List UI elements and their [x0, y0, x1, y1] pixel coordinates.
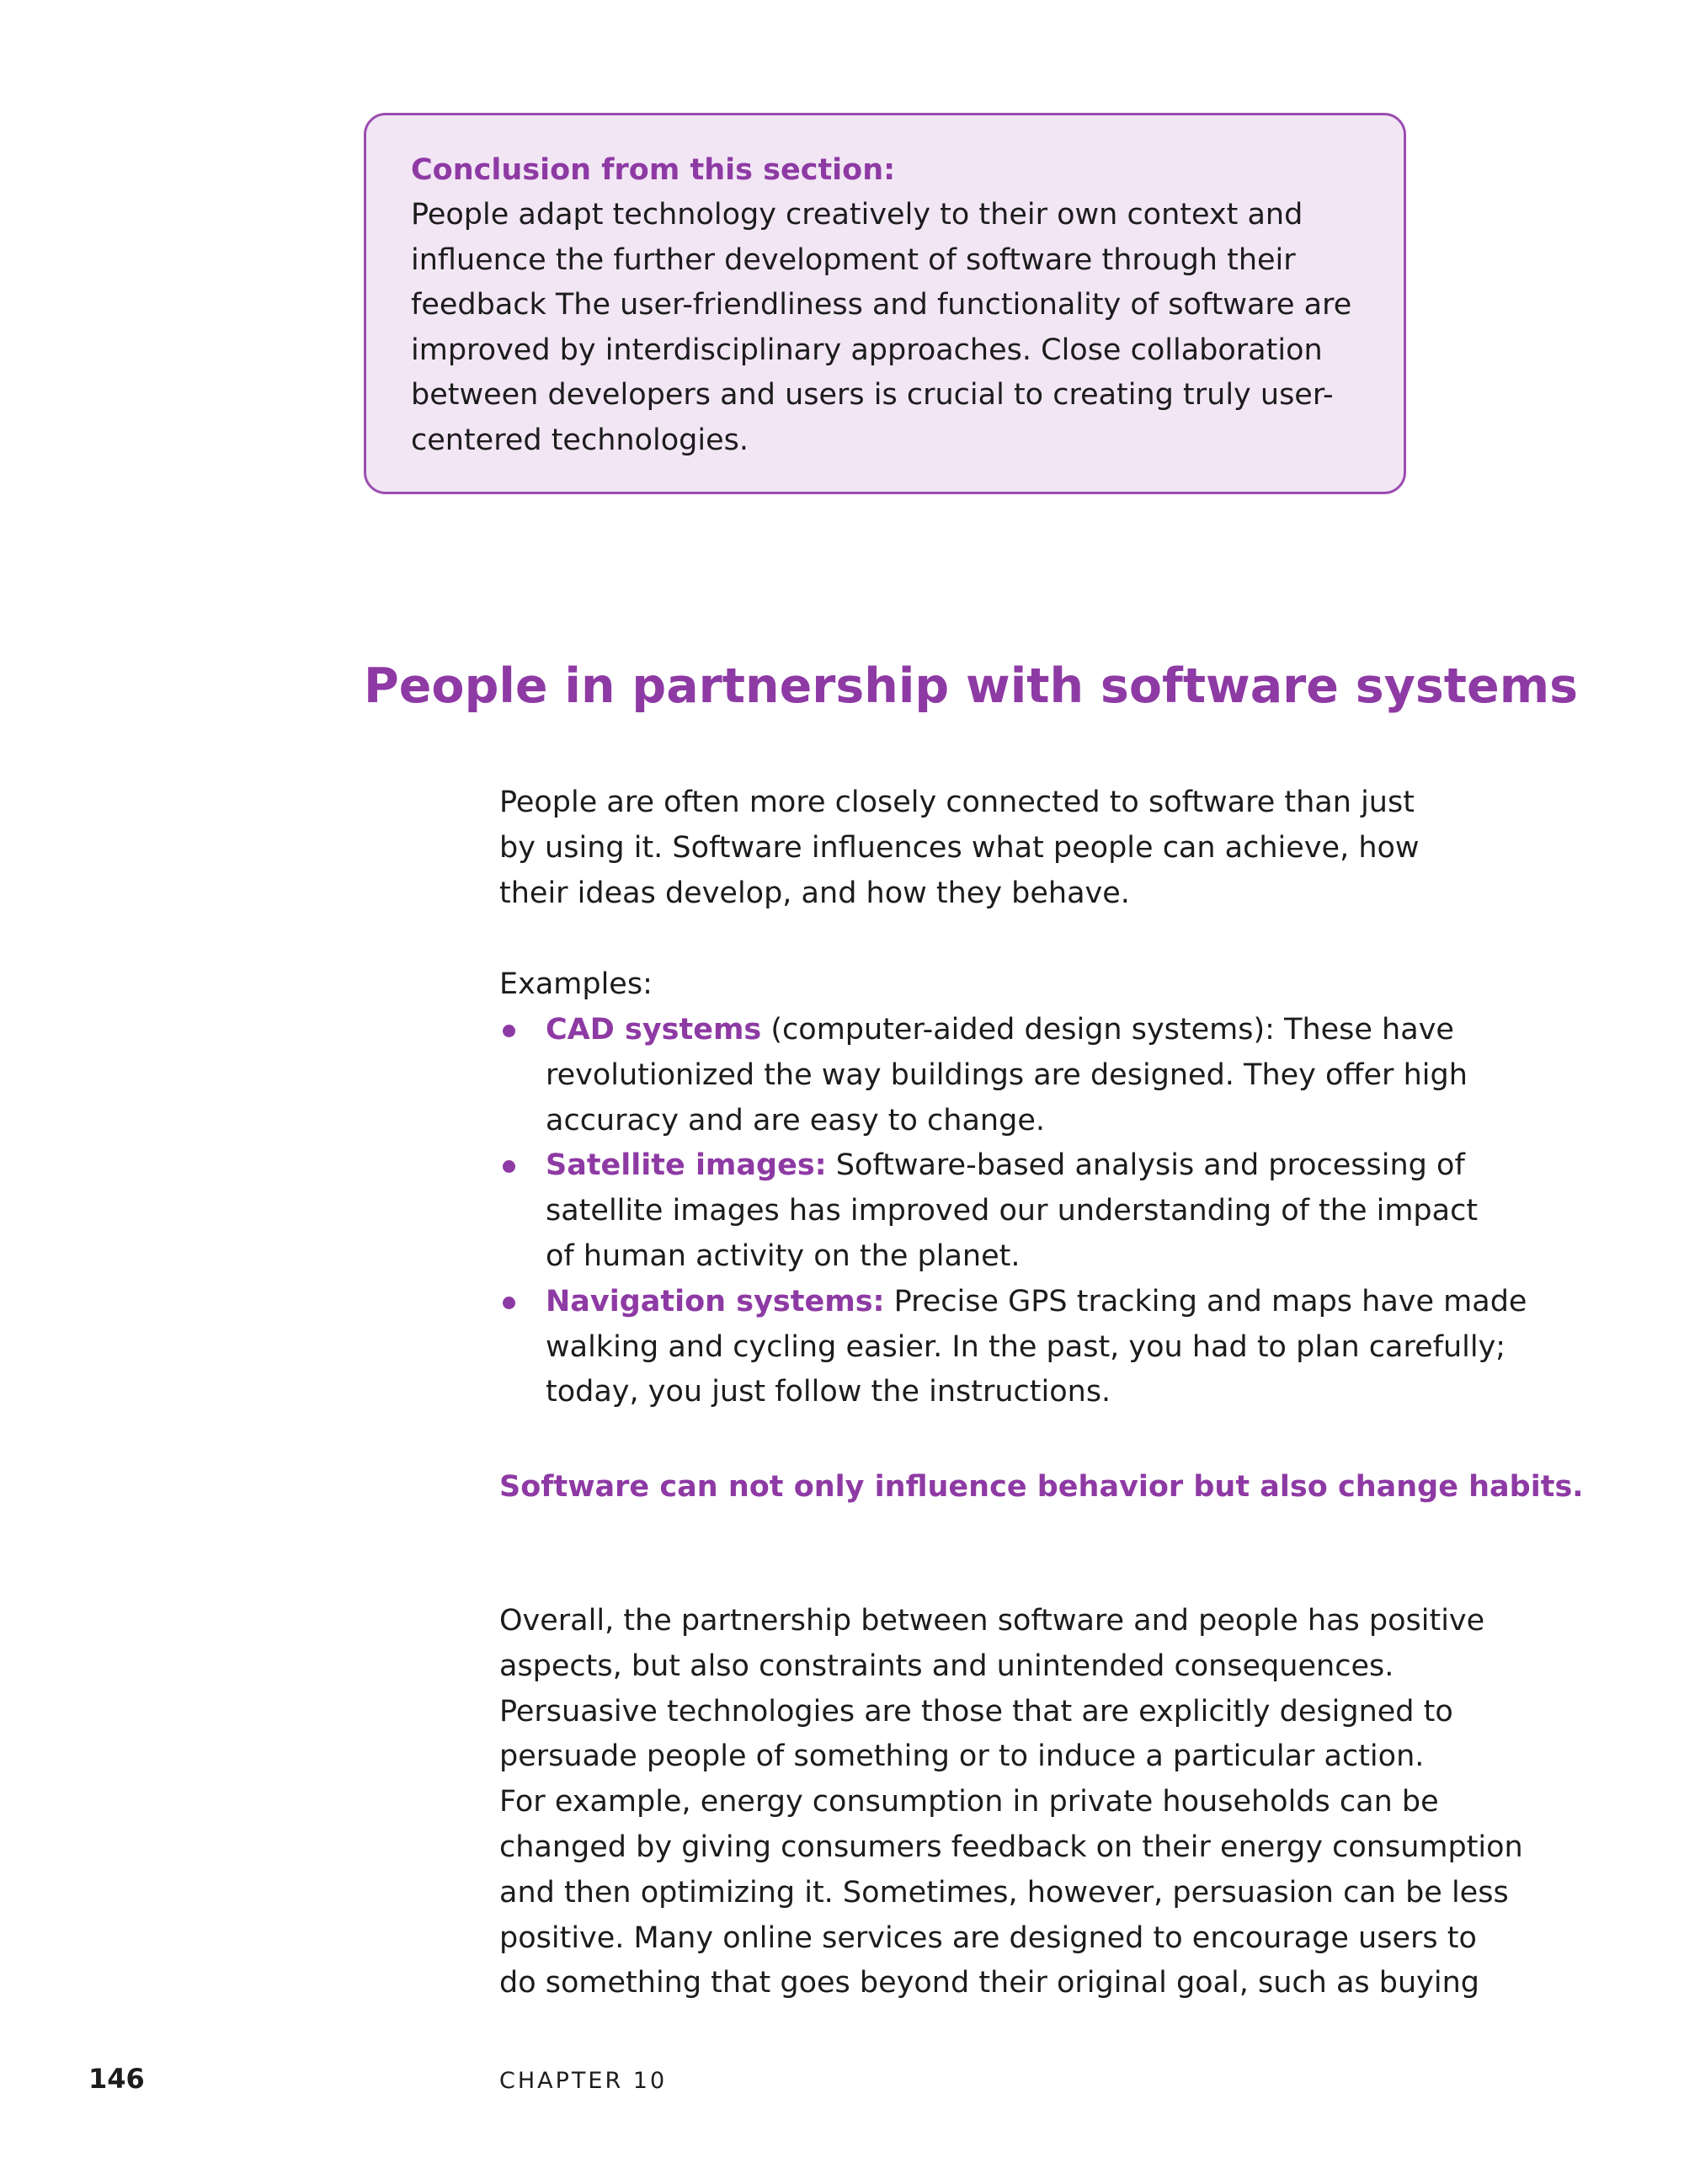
example-term: Satellite images: — [546, 1148, 827, 1183]
highlight-statement: Software can not only influence behavior but also change habits. — [499, 1470, 1584, 1504]
overall-line: Persuasive technologies are those that are explicitly designed to — [499, 1694, 1453, 1729]
callout-line: feedback The user-friendliness and functionality of software are — [411, 288, 1352, 322]
conclusion-callout — [364, 113, 1406, 494]
intro-paragraph — [499, 780, 1543, 916]
overall-line: For example, energy consumption in private households can be — [499, 1785, 1439, 1819]
intro-line: their ideas develop, and how they behave. — [499, 876, 1130, 910]
chapter-label: CHAPTER 10 — [499, 2068, 668, 2094]
overall-line: Overall, the partnership between software and people has positive — [499, 1604, 1485, 1638]
intro-line: by using it. Software influences what people can achieve, how — [499, 830, 1420, 865]
overall-line: do something that goes beyond their original goal, such as buying — [499, 1966, 1480, 2000]
overall-line: aspects, but also constraints and unintended consequences. — [499, 1649, 1394, 1683]
list-item-navigation-systems — [499, 1280, 1560, 1415]
page-number: 146 — [88, 2063, 145, 2095]
example-term: CAD systems — [546, 1013, 762, 1047]
example-text: accuracy and are easy to change. — [546, 1103, 1045, 1137]
callout-line: between developers and users is crucial to creating truly user- — [411, 378, 1334, 412]
intro-line: People are often more closely connected to software than just — [499, 786, 1415, 819]
example-text: Software-based analysis and processing of — [826, 1148, 1465, 1183]
example-text: today, you just follow the instructions. — [546, 1375, 1111, 1409]
bullet-icon — [503, 1160, 515, 1173]
examples-list — [499, 1008, 1560, 1415]
callout-line: People adapt technology creatively to their own context and — [411, 198, 1303, 232]
example-text: satellite images has improved our understanding of the impact — [546, 1194, 1479, 1228]
example-text: of human activity on the planet. — [546, 1238, 1021, 1273]
example-text: Precise GPS tracking and maps have made — [884, 1284, 1527, 1318]
callout-heading: Conclusion from this section: — [411, 153, 896, 187]
list-item-satellite-images — [499, 1143, 1560, 1279]
section-title: People in partnership with software systems — [364, 658, 1579, 714]
example-text: revolutionized the way buildings are designed. They offer high — [546, 1057, 1468, 1092]
list-item-cad-systems — [499, 1008, 1560, 1143]
overall-line: changed by giving consumers feedback on their energy consumption — [499, 1830, 1523, 1864]
bullet-icon — [503, 1297, 515, 1309]
overall-line: and then optimizing it. Sometimes, however, persuasion can be less — [499, 1875, 1509, 1910]
overall-line: positive. Many online services are designed to encourage users to — [499, 1920, 1477, 1955]
examples-label: Examples: — [499, 967, 653, 1001]
callout-line: centered technologies. — [411, 423, 749, 457]
example-text: (computer-aided design systems): These have — [761, 1013, 1454, 1047]
callout-line: influence the further development of software through their — [411, 242, 1296, 277]
overall-line: persuade people of something or to induce a particular action. — [499, 1739, 1425, 1774]
example-term: Navigation systems: — [546, 1284, 885, 1318]
callout-line: improved by interdisciplinary approaches. Close collaboration — [411, 333, 1323, 367]
callout-body — [411, 193, 1362, 463]
overall-paragraph — [499, 1599, 1543, 2006]
bullet-icon — [503, 1025, 515, 1037]
example-text: walking and cycling easier. In the past, you had to plan carefully; — [546, 1329, 1506, 1364]
